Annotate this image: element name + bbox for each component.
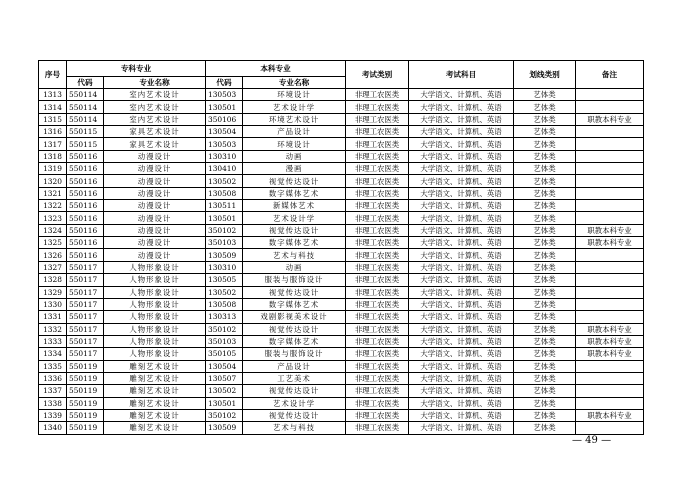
cell-exam-type: 非理工农医类 [346, 113, 409, 125]
cell-exam-type: 非理工农医类 [346, 335, 409, 347]
cell-zk-name: 动漫设计 [104, 212, 206, 224]
cell-zk-code: 550117 [67, 311, 104, 323]
cell-zk-name: 动漫设计 [104, 150, 206, 162]
cell-line-type: 艺体类 [514, 249, 576, 261]
cell-bk-code: 130410 [206, 163, 243, 175]
cell-exam-type: 非理工农医类 [346, 249, 409, 261]
cell-note: 职教本科专业 [576, 409, 644, 421]
cell-line-type: 艺体类 [514, 385, 576, 397]
cell-seq: 1317 [39, 138, 67, 150]
cell-seq: 1335 [39, 360, 67, 372]
cell-exam-type: 非理工农医类 [346, 261, 409, 273]
cell-bk-code: 350103 [206, 335, 243, 347]
cell-bk-code: 130501 [206, 101, 243, 113]
cell-bk-name: 数字媒体艺术 [243, 237, 346, 249]
table-row [39, 150, 644, 162]
cell-seq: 1334 [39, 348, 67, 360]
header-seq: 序号 [39, 61, 67, 89]
cell-exam-type: 非理工农医类 [346, 138, 409, 150]
cell-bk-code: 350102 [206, 409, 243, 421]
cell-seq: 1339 [39, 409, 67, 421]
cell-exam-type: 非理工农医类 [346, 163, 409, 175]
cell-bk-name: 产品设计 [243, 360, 346, 372]
cell-note: 职教本科专业 [576, 323, 644, 335]
cell-seq: 1328 [39, 274, 67, 286]
cell-note [576, 311, 644, 323]
cell-note [576, 126, 644, 138]
cell-line-type: 艺体类 [514, 323, 576, 335]
cell-exam-subject: 大学语文、计算机、英语 [409, 372, 514, 384]
cell-seq: 1326 [39, 249, 67, 261]
cell-line-type: 艺体类 [514, 261, 576, 273]
cell-bk-name: 数字媒体艺术 [243, 335, 346, 347]
cell-bk-name: 漫画 [243, 163, 346, 175]
cell-zk-name: 人物形象设计 [104, 261, 206, 273]
table-row [39, 175, 644, 187]
cell-line-type: 艺体类 [514, 150, 576, 162]
cell-note [576, 150, 644, 162]
page-number: — 49 — [572, 435, 612, 446]
header-line-type: 划线类别 [514, 61, 576, 89]
cell-bk-code: 130310 [206, 261, 243, 273]
cell-line-type: 艺体类 [514, 138, 576, 150]
cell-bk-code: 130505 [206, 274, 243, 286]
major-table [38, 60, 644, 435]
cell-line-type: 艺体类 [514, 335, 576, 347]
cell-bk-code: 130503 [206, 89, 243, 101]
cell-exam-subject: 大学语文、计算机、英语 [409, 150, 514, 162]
table-row [39, 385, 644, 397]
cell-bk-code: 350102 [206, 323, 243, 335]
cell-bk-code: 130501 [206, 397, 243, 409]
cell-line-type: 艺体类 [514, 212, 576, 224]
cell-seq: 1313 [39, 89, 67, 101]
cell-zk-name: 人物形象设计 [104, 298, 206, 310]
cell-bk-code: 130310 [206, 150, 243, 162]
cell-zk-code: 550116 [67, 175, 104, 187]
cell-bk-name: 数字媒体艺术 [243, 187, 346, 199]
cell-zk-name: 动漫设计 [104, 249, 206, 261]
cell-line-type: 艺体类 [514, 237, 576, 249]
cell-zk-code: 550117 [67, 298, 104, 310]
cell-line-type: 艺体类 [514, 163, 576, 175]
cell-bk-name: 工艺美术 [243, 372, 346, 384]
cell-zk-name: 动漫设计 [104, 187, 206, 199]
cell-zk-code: 550114 [67, 89, 104, 101]
cell-exam-type: 非理工农医类 [346, 360, 409, 372]
cell-exam-subject: 大学语文、计算机、英语 [409, 237, 514, 249]
cell-exam-subject: 大学语文、计算机、英语 [409, 261, 514, 273]
cell-exam-subject: 大学语文、计算机、英语 [409, 323, 514, 335]
header-zk-code: 代码 [67, 77, 104, 89]
table-row [39, 286, 644, 298]
cell-zk-name: 动漫设计 [104, 175, 206, 187]
cell-exam-type: 非理工农医类 [346, 298, 409, 310]
cell-zk-code: 550119 [67, 372, 104, 384]
cell-bk-name: 视觉传达设计 [243, 385, 346, 397]
cell-bk-name: 视觉传达设计 [243, 224, 346, 236]
cell-exam-type: 非理工农医类 [346, 224, 409, 236]
cell-seq: 1318 [39, 150, 67, 162]
cell-bk-code: 130501 [206, 212, 243, 224]
cell-exam-type: 非理工农医类 [346, 150, 409, 162]
cell-line-type: 艺体类 [514, 286, 576, 298]
cell-line-type: 艺体类 [514, 113, 576, 125]
cell-exam-type: 非理工农医类 [346, 187, 409, 199]
table-row [39, 348, 644, 360]
table-row [39, 237, 644, 249]
cell-bk-code: 130509 [206, 422, 243, 434]
cell-zk-code: 550116 [67, 224, 104, 236]
cell-exam-type: 非理工农医类 [346, 89, 409, 101]
cell-exam-type: 非理工农医类 [346, 372, 409, 384]
cell-exam-subject: 大学语文、计算机、英语 [409, 101, 514, 113]
cell-zk-name: 动漫设计 [104, 200, 206, 212]
cell-exam-type: 非理工农医类 [346, 237, 409, 249]
cell-bk-name: 动画 [243, 261, 346, 273]
cell-zk-code: 550114 [67, 113, 104, 125]
cell-note [576, 261, 644, 273]
cell-zk-code: 550117 [67, 274, 104, 286]
cell-exam-type: 非理工农医类 [346, 348, 409, 360]
table-row [39, 372, 644, 384]
cell-line-type: 艺体类 [514, 126, 576, 138]
cell-exam-subject: 大学语文、计算机、英语 [409, 163, 514, 175]
cell-zk-code: 550117 [67, 348, 104, 360]
cell-zk-code: 550115 [67, 126, 104, 138]
cell-seq: 1329 [39, 286, 67, 298]
cell-note [576, 286, 644, 298]
cell-exam-type: 非理工农医类 [346, 409, 409, 421]
table-row [39, 212, 644, 224]
cell-note: 职教本科专业 [576, 113, 644, 125]
cell-exam-subject: 大学语文、计算机、英语 [409, 335, 514, 347]
cell-seq: 1325 [39, 237, 67, 249]
cell-zk-name: 家具艺术设计 [104, 126, 206, 138]
cell-exam-subject: 大学语文、计算机、英语 [409, 175, 514, 187]
cell-bk-name: 戏剧影视美术设计 [243, 311, 346, 323]
cell-zk-code: 550116 [67, 163, 104, 175]
table-header [39, 61, 644, 89]
cell-bk-name: 艺术与科技 [243, 422, 346, 434]
table-row [39, 323, 644, 335]
cell-zk-name: 人物形象设计 [104, 274, 206, 286]
cell-zk-code: 550119 [67, 409, 104, 421]
cell-note [576, 212, 644, 224]
cell-line-type: 艺体类 [514, 101, 576, 113]
cell-line-type: 艺体类 [514, 200, 576, 212]
cell-line-type: 艺体类 [514, 409, 576, 421]
cell-exam-type: 非理工农医类 [346, 311, 409, 323]
cell-zk-code: 550119 [67, 422, 104, 434]
table-row [39, 397, 644, 409]
cell-line-type: 艺体类 [514, 360, 576, 372]
cell-bk-code: 350106 [206, 113, 243, 125]
cell-line-type: 艺体类 [514, 187, 576, 199]
cell-line-type: 艺体类 [514, 224, 576, 236]
cell-bk-name: 视觉传达设计 [243, 323, 346, 335]
cell-bk-name: 环境设计 [243, 138, 346, 150]
cell-bk-code: 130508 [206, 187, 243, 199]
table-row [39, 261, 644, 273]
table-row [39, 89, 644, 101]
cell-exam-subject: 大学语文、计算机、英语 [409, 274, 514, 286]
table-row [39, 163, 644, 175]
table-body [39, 89, 644, 435]
cell-seq: 1315 [39, 113, 67, 125]
cell-exam-subject: 大学语文、计算机、英语 [409, 409, 514, 421]
cell-zk-code: 550116 [67, 187, 104, 199]
cell-note [576, 298, 644, 310]
cell-zk-name: 动漫设计 [104, 163, 206, 175]
table-row [39, 224, 644, 236]
cell-bk-name: 新媒体艺术 [243, 200, 346, 212]
cell-exam-subject: 大学语文、计算机、英语 [409, 360, 514, 372]
cell-bk-code: 130504 [206, 360, 243, 372]
cell-bk-name: 艺术设计学 [243, 212, 346, 224]
cell-bk-code: 130502 [206, 175, 243, 187]
cell-zk-name: 人物形象设计 [104, 311, 206, 323]
cell-exam-type: 非理工农医类 [346, 212, 409, 224]
cell-zk-name: 人物形象设计 [104, 323, 206, 335]
cell-line-type: 艺体类 [514, 397, 576, 409]
cell-seq: 1321 [39, 187, 67, 199]
cell-seq: 1320 [39, 175, 67, 187]
cell-bk-code: 130502 [206, 286, 243, 298]
cell-zk-code: 550116 [67, 249, 104, 261]
cell-exam-subject: 大学语文、计算机、英语 [409, 89, 514, 101]
cell-note [576, 163, 644, 175]
cell-line-type: 艺体类 [514, 348, 576, 360]
table-row [39, 126, 644, 138]
cell-zk-name: 雕刻艺术设计 [104, 422, 206, 434]
cell-bk-code: 350105 [206, 348, 243, 360]
cell-seq: 1331 [39, 311, 67, 323]
cell-zk-name: 雕刻艺术设计 [104, 385, 206, 397]
cell-line-type: 艺体类 [514, 372, 576, 384]
cell-bk-name: 数字媒体艺术 [243, 298, 346, 310]
cell-bk-name: 视觉传达设计 [243, 286, 346, 298]
cell-line-type: 艺体类 [514, 274, 576, 286]
cell-bk-name: 艺术与科技 [243, 249, 346, 261]
cell-note: 职教本科专业 [576, 348, 644, 360]
cell-note [576, 360, 644, 372]
cell-bk-code: 130509 [206, 249, 243, 261]
cell-exam-subject: 大学语文、计算机、英语 [409, 422, 514, 434]
cell-bk-code: 130503 [206, 138, 243, 150]
header-note: 备注 [576, 61, 644, 89]
header-bk-name: 专业名称 [243, 77, 346, 89]
cell-exam-subject: 大学语文、计算机、英语 [409, 212, 514, 224]
cell-zk-name: 雕刻艺术设计 [104, 397, 206, 409]
cell-note [576, 372, 644, 384]
cell-seq: 1322 [39, 200, 67, 212]
cell-bk-name: 动画 [243, 150, 346, 162]
cell-bk-name: 艺术设计学 [243, 397, 346, 409]
cell-note: 职教本科专业 [576, 224, 644, 236]
cell-seq: 1327 [39, 261, 67, 273]
cell-note [576, 397, 644, 409]
cell-bk-code: 350102 [206, 224, 243, 236]
header-zhuanke: 专科专业 [67, 61, 206, 77]
cell-exam-subject: 大学语文、计算机、英语 [409, 311, 514, 323]
cell-zk-name: 家具艺术设计 [104, 138, 206, 150]
cell-zk-name: 雕刻艺术设计 [104, 372, 206, 384]
cell-exam-type: 非理工农医类 [346, 422, 409, 434]
cell-bk-code: 350103 [206, 237, 243, 249]
cell-exam-type: 非理工农医类 [346, 175, 409, 187]
cell-seq: 1337 [39, 385, 67, 397]
cell-bk-code: 130511 [206, 200, 243, 212]
cell-zk-name: 雕刻艺术设计 [104, 360, 206, 372]
cell-exam-type: 非理工农医类 [346, 385, 409, 397]
cell-exam-subject: 大学语文、计算机、英语 [409, 126, 514, 138]
cell-seq: 1340 [39, 422, 67, 434]
cell-zk-code: 550116 [67, 212, 104, 224]
cell-seq: 1336 [39, 372, 67, 384]
cell-exam-subject: 大学语文、计算机、英语 [409, 138, 514, 150]
cell-exam-subject: 大学语文、计算机、英语 [409, 348, 514, 360]
table-row [39, 249, 644, 261]
cell-exam-subject: 大学语文、计算机、英语 [409, 385, 514, 397]
cell-bk-code: 130508 [206, 298, 243, 310]
cell-seq: 1319 [39, 163, 67, 175]
cell-seq: 1338 [39, 397, 67, 409]
cell-zk-name: 室内艺术设计 [104, 89, 206, 101]
cell-zk-code: 550119 [67, 397, 104, 409]
table-row [39, 138, 644, 150]
cell-zk-code: 550117 [67, 323, 104, 335]
cell-zk-name: 动漫设计 [104, 224, 206, 236]
cell-exam-type: 非理工农医类 [346, 101, 409, 113]
cell-note [576, 89, 644, 101]
cell-zk-code: 550115 [67, 138, 104, 150]
table-row [39, 360, 644, 372]
cell-zk-code: 550119 [67, 385, 104, 397]
cell-note [576, 138, 644, 150]
table-row [39, 311, 644, 323]
cell-bk-name: 视觉传达设计 [243, 175, 346, 187]
cell-note [576, 175, 644, 187]
cell-note [576, 187, 644, 199]
cell-bk-code: 130507 [206, 372, 243, 384]
cell-bk-name: 环境艺术设计 [243, 113, 346, 125]
cell-zk-name: 雕刻艺术设计 [104, 409, 206, 421]
cell-line-type: 艺体类 [514, 298, 576, 310]
cell-seq: 1323 [39, 212, 67, 224]
cell-exam-subject: 大学语文、计算机、英语 [409, 286, 514, 298]
cell-bk-code: 130502 [206, 385, 243, 397]
cell-exam-subject: 大学语文、计算机、英语 [409, 200, 514, 212]
table-row [39, 298, 644, 310]
header-bk-code: 代码 [206, 77, 243, 89]
cell-note: 职教本科专业 [576, 335, 644, 347]
cell-bk-name: 产品设计 [243, 126, 346, 138]
cell-bk-code: 130504 [206, 126, 243, 138]
table-row [39, 422, 644, 434]
cell-line-type: 艺体类 [514, 311, 576, 323]
cell-note [576, 200, 644, 212]
cell-note [576, 249, 644, 261]
cell-bk-name: 视觉传达设计 [243, 409, 346, 421]
cell-exam-type: 非理工农医类 [346, 126, 409, 138]
cell-exam-subject: 大学语文、计算机、英语 [409, 187, 514, 199]
cell-zk-code: 550116 [67, 237, 104, 249]
cell-seq: 1316 [39, 126, 67, 138]
cell-note [576, 385, 644, 397]
cell-exam-subject: 大学语文、计算机、英语 [409, 113, 514, 125]
table-row [39, 274, 644, 286]
header-benke: 本科专业 [206, 61, 346, 77]
header-exam-subject: 考试科目 [409, 61, 514, 89]
cell-bk-name: 服装与服饰设计 [243, 348, 346, 360]
cell-exam-type: 非理工农医类 [346, 397, 409, 409]
cell-zk-code: 550114 [67, 101, 104, 113]
cell-exam-type: 非理工农医类 [346, 323, 409, 335]
cell-exam-type: 非理工农医类 [346, 286, 409, 298]
cell-bk-code: 130313 [206, 311, 243, 323]
cell-seq: 1332 [39, 323, 67, 335]
header-exam-type: 考试类别 [346, 61, 409, 89]
cell-exam-subject: 大学语文、计算机、英语 [409, 224, 514, 236]
cell-exam-subject: 大学语文、计算机、英语 [409, 397, 514, 409]
cell-zk-name: 室内艺术设计 [104, 113, 206, 125]
cell-exam-subject: 大学语文、计算机、英语 [409, 249, 514, 261]
cell-line-type: 艺体类 [514, 175, 576, 187]
cell-zk-name: 人物形象设计 [104, 286, 206, 298]
cell-seq: 1333 [39, 335, 67, 347]
cell-note: 职教本科专业 [576, 237, 644, 249]
cell-bk-name: 艺术设计学 [243, 101, 346, 113]
cell-zk-code: 550117 [67, 261, 104, 273]
cell-zk-code: 550116 [67, 200, 104, 212]
cell-bk-name: 服装与服饰设计 [243, 274, 346, 286]
cell-zk-name: 动漫设计 [104, 237, 206, 249]
table-row [39, 409, 644, 421]
cell-seq: 1330 [39, 298, 67, 310]
cell-zk-name: 人物形象设计 [104, 348, 206, 360]
cell-note [576, 274, 644, 286]
cell-line-type: 艺体类 [514, 89, 576, 101]
cell-zk-name: 人物形象设计 [104, 335, 206, 347]
cell-exam-subject: 大学语文、计算机、英语 [409, 298, 514, 310]
table-row [39, 101, 644, 113]
header-zk-name: 专业名称 [104, 77, 206, 89]
cell-note [576, 422, 644, 434]
cell-zk-name: 室内艺术设计 [104, 101, 206, 113]
cell-line-type: 艺体类 [514, 422, 576, 434]
cell-note [576, 101, 644, 113]
cell-zk-code: 550117 [67, 286, 104, 298]
cell-zk-code: 550119 [67, 360, 104, 372]
cell-zk-code: 550117 [67, 335, 104, 347]
cell-seq: 1324 [39, 224, 67, 236]
table-row [39, 335, 644, 347]
table-row [39, 200, 644, 212]
cell-zk-code: 550116 [67, 150, 104, 162]
table-row [39, 187, 644, 199]
cell-bk-name: 环境设计 [243, 89, 346, 101]
cell-exam-type: 非理工农医类 [346, 200, 409, 212]
table-row [39, 113, 644, 125]
cell-seq: 1314 [39, 101, 67, 113]
cell-exam-type: 非理工农医类 [346, 274, 409, 286]
